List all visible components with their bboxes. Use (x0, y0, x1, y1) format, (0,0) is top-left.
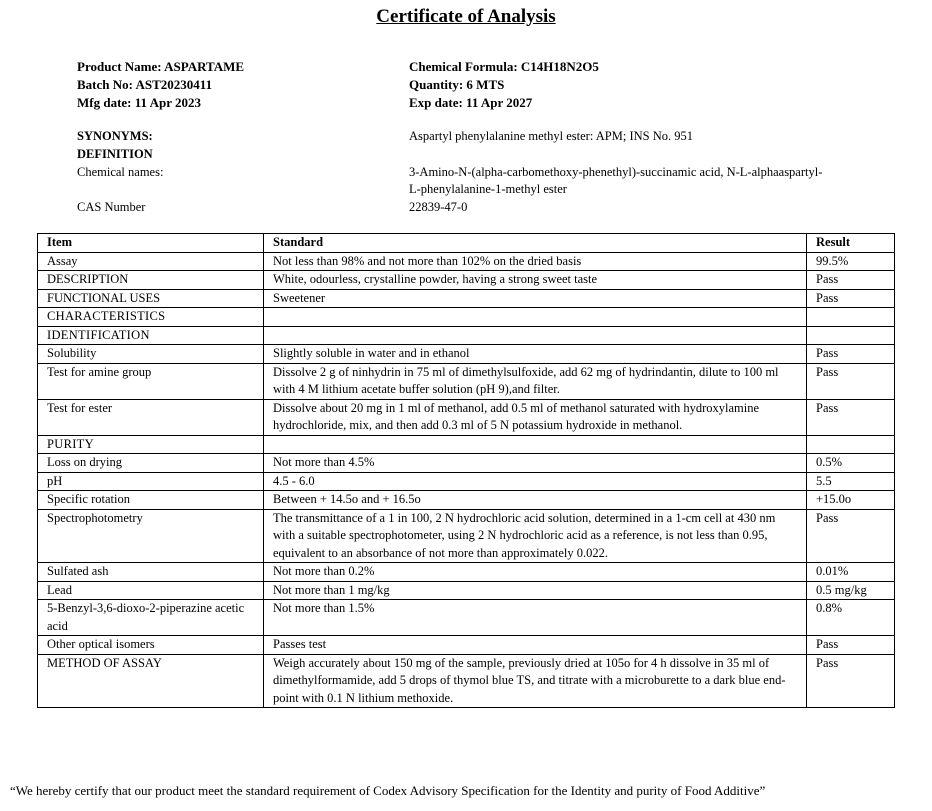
analysis-table (37, 233, 895, 708)
cell-standard: Between + 14.5o and + 16.5o (264, 491, 807, 510)
cell-standard: Slightly soluble in water and in ethanol (264, 345, 807, 364)
cell-item: 5-Benzyl-3,6-dioxo-2-piperazine acetic acid (38, 600, 264, 636)
header-right (409, 58, 599, 112)
cell-item: Solubility (38, 345, 264, 364)
cell-result: Pass (807, 509, 895, 563)
table-row (38, 271, 895, 290)
table-row (38, 454, 895, 473)
cell-result: Pass (807, 289, 895, 308)
table-row (38, 326, 895, 345)
cell-standard: Dissolve 2 g of ninhydrin in 75 ml of dimethylsulfoxide, add 62 mg of hydrindantin, dilute to 100 ml with 4 M lithium acetate buffer solution (pH 9),and filter. (264, 363, 807, 399)
cell-item: CHARACTERISTICS (38, 308, 264, 327)
cas-label: CAS Number (77, 200, 146, 214)
cas-value: 22839-47-0 (409, 200, 468, 214)
table-row (38, 509, 895, 563)
cell-item: pH (38, 472, 264, 491)
table-row (38, 345, 895, 364)
chemical-names-value (409, 164, 822, 198)
cell-standard (264, 326, 807, 345)
mfg-date: Mfg date: 11 Apr 2023 (77, 95, 201, 110)
result-header: Result (807, 234, 895, 253)
item-header: Item (38, 234, 264, 253)
chemical-names-label: Chemical names: (77, 165, 164, 179)
cell-standard (264, 308, 807, 327)
cell-result: Pass (807, 345, 895, 364)
cell-item: IDENTIFICATION (38, 326, 264, 345)
cell-standard: Not more than 1 mg/kg (264, 581, 807, 600)
table-header-row (38, 234, 895, 253)
cell-item: Spectrophotometry (38, 509, 264, 563)
quantity: Quantity: 6 MTS (409, 77, 505, 92)
exp-date: Exp date: 11 Apr 2027 (409, 95, 533, 110)
cell-standard: Not more than 4.5% (264, 454, 807, 473)
cell-result: Pass (807, 654, 895, 708)
cell-standard: White, odourless, crystalline powder, having a strong sweet taste (264, 271, 807, 290)
header-left (77, 58, 244, 112)
cell-result: Pass (807, 271, 895, 290)
cell-result: +15.0o (807, 491, 895, 510)
chemical-names-line1: 3-Amino-N-(alpha-carbomethoxy-phenethyl)-succinamic acid, N-L-alphaaspartyl- (409, 165, 823, 179)
certification-statement: “We hereby certify that our product meet the standard requirement of Codex Advisory Specification for the Identity and purity of Food Additive” (10, 783, 766, 798)
cell-result (807, 435, 895, 454)
cell-standard: Dissolve about 20 mg in 1 ml of methanol, add 0.5 ml of methanol saturated with hydroxylamine hydrochloride, mix, and then add 0.3 ml of 5 N potassium hydroxide in methanol. (264, 399, 807, 435)
cell-item: Test for ester (38, 399, 264, 435)
table-row (38, 600, 895, 636)
cell-item: METHOD OF ASSAY (38, 654, 264, 708)
cell-item: Lead (38, 581, 264, 600)
cell-result (807, 326, 895, 345)
table-row (38, 581, 895, 600)
cell-result: Pass (807, 399, 895, 435)
cell-result: 0.01% (807, 563, 895, 582)
cell-result: 0.8% (807, 600, 895, 636)
cell-result: 0.5 mg/kg (807, 581, 895, 600)
table-row (38, 563, 895, 582)
cell-standard: Passes test (264, 636, 807, 655)
cell-standard: Weigh accurately about 150 mg of the sample, previously dried at 105o for 4 h dissolve in 35 ml of dimethylformamide, add 5 drops of thymol blue TS, and titrate with a microburette to a dark blue end-point with 0.1 N lithium methoxide. (264, 654, 807, 708)
cell-standard: Not more than 0.2% (264, 563, 807, 582)
table-row (38, 308, 895, 327)
cell-result: 0.5% (807, 454, 895, 473)
cell-standard (264, 435, 807, 454)
cell-item: PURITY (38, 435, 264, 454)
table-row (38, 363, 895, 399)
table-row (38, 472, 895, 491)
cell-item: Other optical isomers (38, 636, 264, 655)
synonyms-label: SYNONYMS: (77, 129, 153, 143)
table-row (38, 636, 895, 655)
standard-header: Standard (264, 234, 807, 253)
cell-item: FUNCTIONAL USES (38, 289, 264, 308)
cell-result: 99.5% (807, 252, 895, 271)
cell-result (807, 308, 895, 327)
table-row (38, 654, 895, 708)
product-name: Product Name: ASPARTAME (77, 59, 245, 74)
document-title: Certificate of Analysis (376, 6, 556, 27)
cell-standard: Not more than 1.5% (264, 600, 807, 636)
cell-item: Assay (38, 252, 264, 271)
cell-item: Test for amine group (38, 363, 264, 399)
table-row (38, 399, 895, 435)
synonyms-value: Aspartyl phenylalanine methyl ester: APM; INS No. 951 (409, 129, 693, 143)
table-row (38, 252, 895, 271)
cell-item: Specific rotation (38, 491, 264, 510)
chemical-formula: Chemical Formula: C14H18N2O5 (409, 59, 599, 74)
cell-item: Loss on drying (38, 454, 264, 473)
table-row (38, 491, 895, 510)
batch-no: Batch No: AST20230411 (77, 77, 213, 92)
cell-standard: 4.5 - 6.0 (264, 472, 807, 491)
cell-result: 5.5 (807, 472, 895, 491)
cell-standard: Not less than 98% and not more than 102% on the dried basis (264, 252, 807, 271)
cell-item: Sulfated ash (38, 563, 264, 582)
cell-item: DESCRIPTION (38, 271, 264, 290)
chemical-names-line2: L-phenylalanine-1-methyl ester (409, 182, 567, 196)
definition-label: DEFINITION (77, 147, 153, 161)
cell-result: Pass (807, 636, 895, 655)
cell-standard: The transmittance of a 1 in 100, 2 N hydrochloric acid solution, determined in a 1-cm cell at 430 nm with a suitable spectrophotometer, using 2 N hydrochloric acid as a reference, is not less than 0.95, equivalent to an absorbance of not more than approximately 0.022. (264, 509, 807, 563)
table-row (38, 435, 895, 454)
table-row (38, 289, 895, 308)
cell-result: Pass (807, 363, 895, 399)
cell-standard: Sweetener (264, 289, 807, 308)
